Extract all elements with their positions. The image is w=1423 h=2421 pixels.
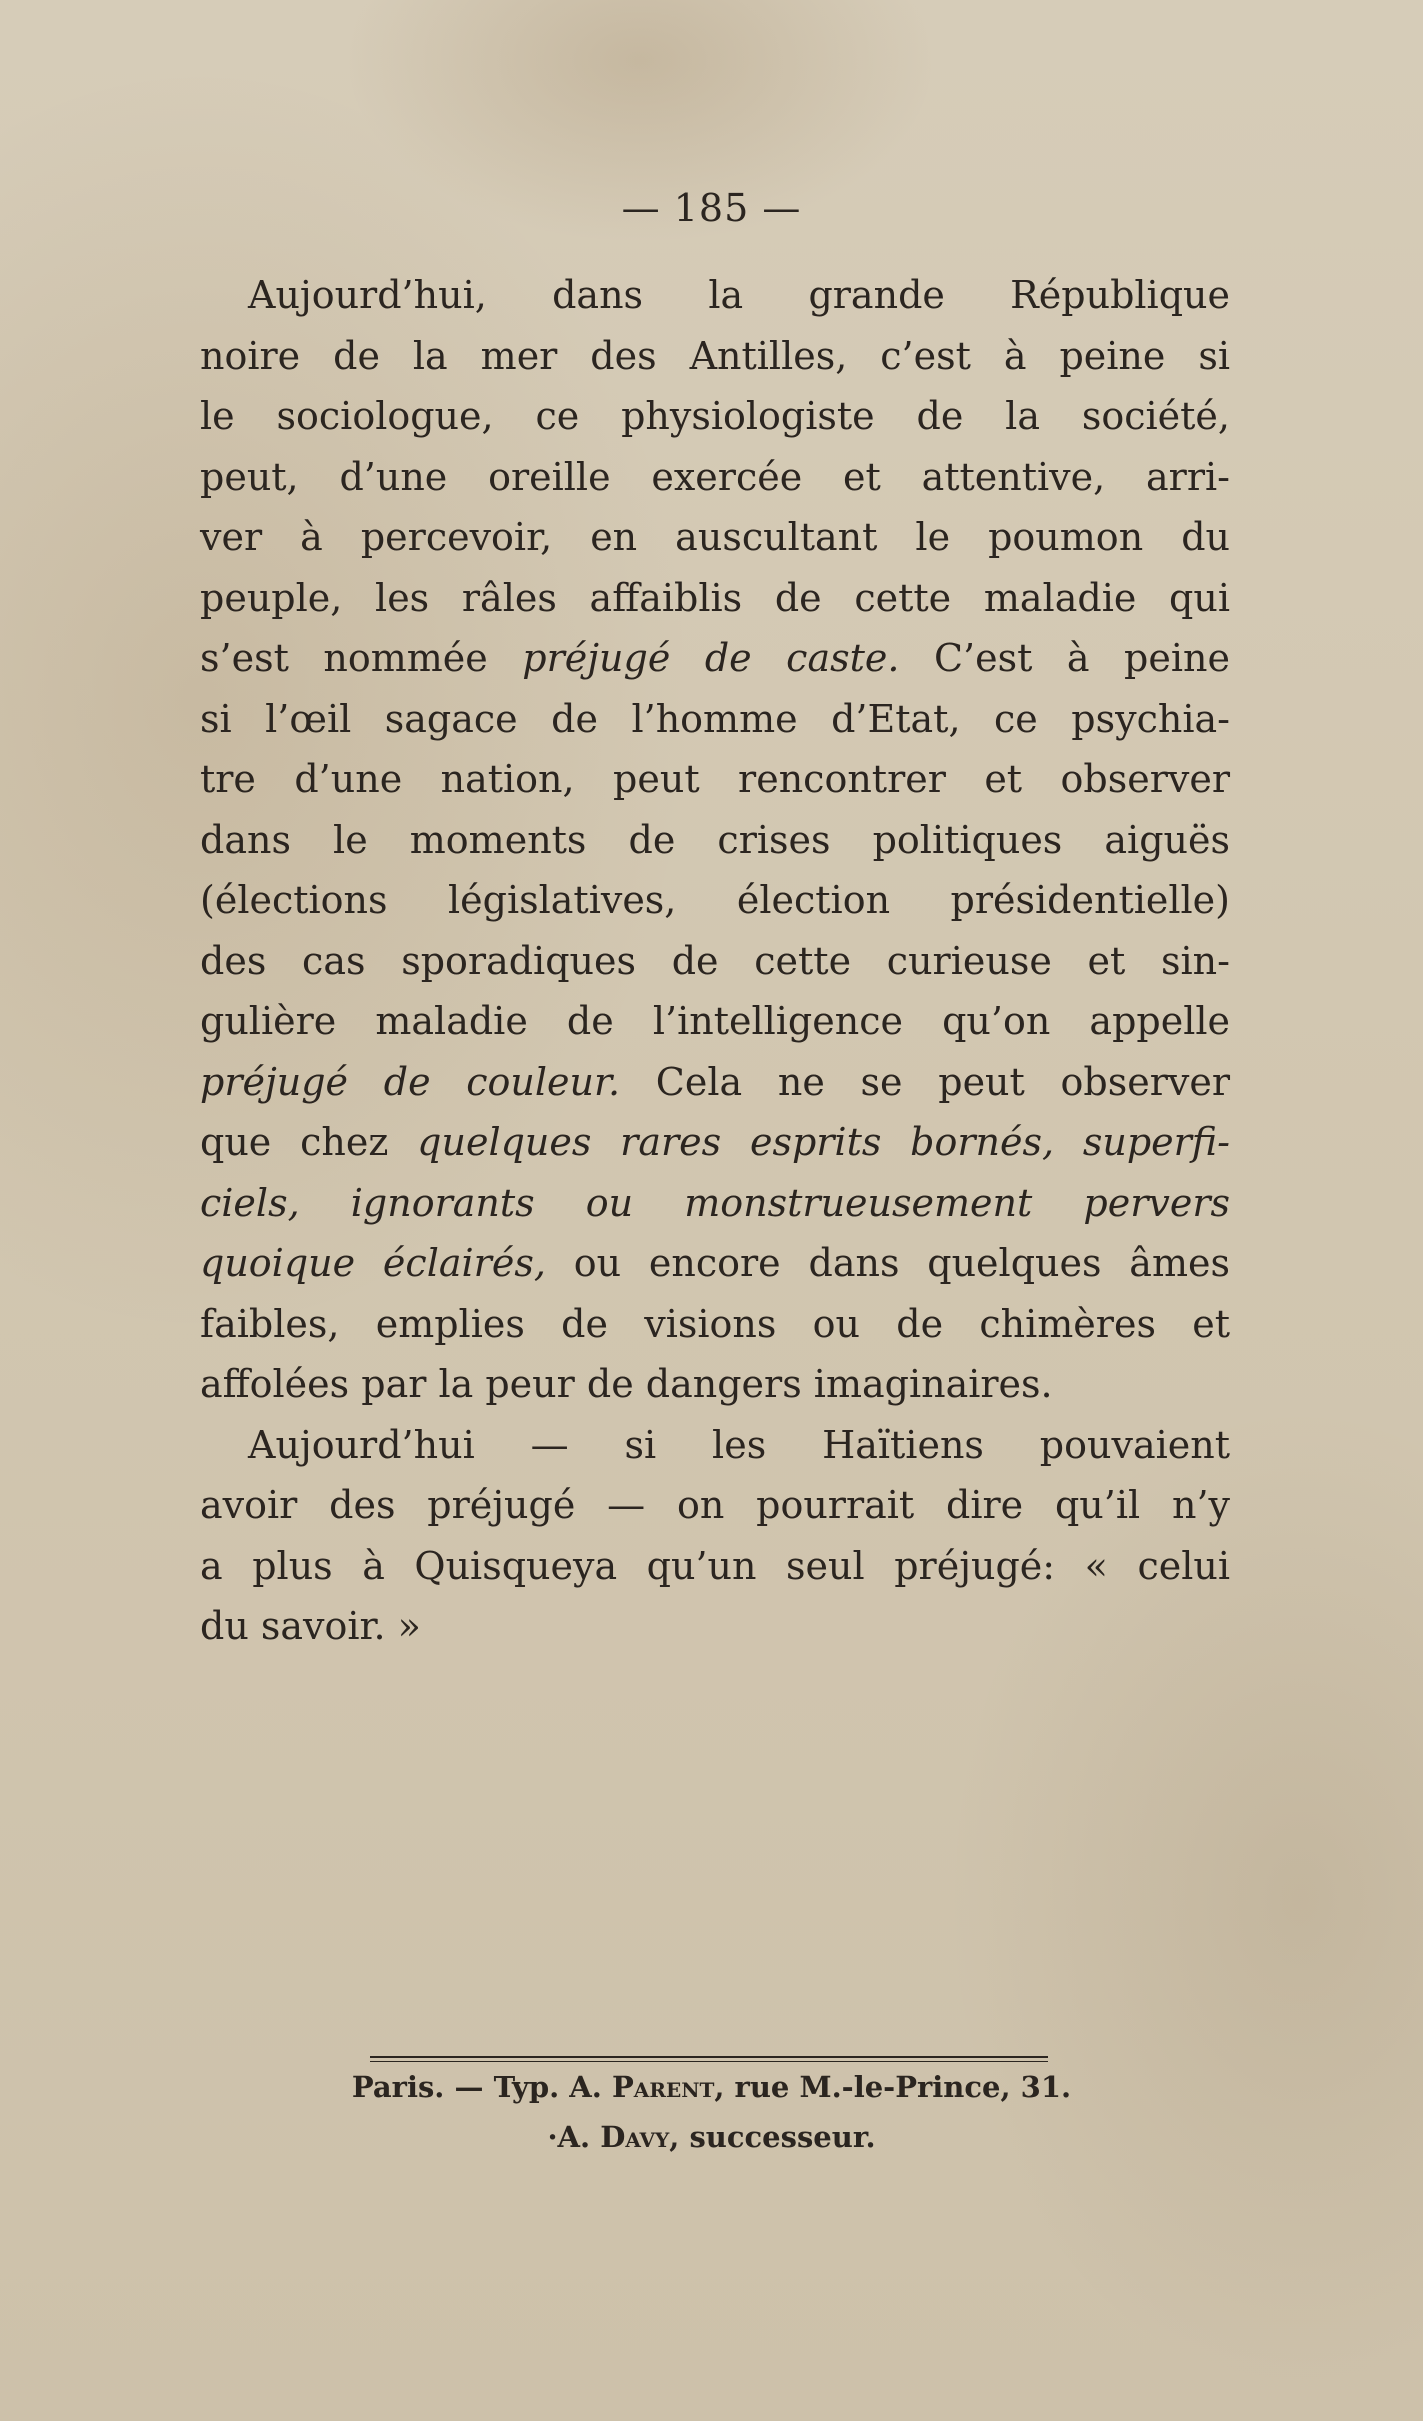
italic-phrase: quelques rares esprits bornés, superfi- bbox=[417, 1120, 1230, 1164]
text-line bbox=[200, 1052, 1230, 1113]
printer-name: Parent bbox=[612, 2070, 715, 2104]
imprint-rule bbox=[370, 2056, 1048, 2062]
text-segment: s’est nommée bbox=[200, 636, 523, 680]
text-segment: ou encore dans quelques âmes bbox=[545, 1241, 1230, 1285]
text-line: le sociologue, ce physiologiste de la société, bbox=[200, 394, 1230, 438]
text-line bbox=[200, 628, 1230, 689]
text-line bbox=[200, 1233, 1230, 1294]
text-segment: , rue M.-le-Prince, 31. bbox=[714, 2070, 1072, 2104]
text-segment: Paris. — Typ. A. bbox=[351, 2070, 612, 2104]
text-line: gulière maladie de l’intelligence qu’on appelle bbox=[200, 999, 1230, 1043]
italic-phrase: préjugé de caste. bbox=[522, 636, 900, 680]
italic-phrase: quoique éclairés, bbox=[200, 1241, 546, 1285]
body-text bbox=[200, 265, 1230, 1657]
text-line: peuple, les râles affaiblis de cette maladie qui bbox=[200, 575, 1230, 620]
italic-phrase: préjugé de couleur. bbox=[200, 1059, 621, 1104]
text-line: du savoir. » bbox=[200, 1604, 421, 1648]
successor-imprint-line bbox=[0, 2120, 1423, 2154]
text-line: faibles, emplies de visions ou de chimères et bbox=[200, 1301, 1230, 1346]
text-line: Aujourd’hui — si les Haïtiens pouvaient bbox=[248, 1422, 1230, 1467]
text-line: affolées par la peur de dangers imaginaires. bbox=[200, 1362, 1053, 1406]
text-line: noire de la mer des Antilles, c’est à peine si bbox=[200, 333, 1230, 378]
text-line: ciels, ignorants ou monstrueusement pervers bbox=[200, 1180, 1230, 1225]
text-segment: que chez bbox=[200, 1120, 418, 1164]
successor-name: Davy bbox=[600, 2120, 670, 2154]
text-segment: Cela ne se peut observer bbox=[620, 1059, 1230, 1104]
text-line: a plus à Quisqueya qu’un seul préjugé: « celui bbox=[200, 1543, 1230, 1588]
text-line: (élections législatives, élection présidentielle) bbox=[200, 878, 1230, 922]
text-line bbox=[200, 1112, 1230, 1173]
text-line: peut, d’une oreille exercée et attentive, arri- bbox=[200, 454, 1230, 499]
text-segment: C’est à peine bbox=[899, 636, 1230, 680]
page-number: — 185 — bbox=[621, 186, 802, 230]
text-line: Aujourd’hui, dans la grande République bbox=[248, 273, 1230, 317]
text-line: ver à percevoir, en auscultant le poumon du bbox=[200, 515, 1230, 559]
text-segment: ·A. bbox=[547, 2120, 601, 2154]
text-line: des cas sporadiques de cette curieuse et sin- bbox=[200, 938, 1230, 983]
text-line: si l’œil sagace de l’homme d’Etat, ce psychia- bbox=[200, 696, 1230, 741]
text-line: dans le moments de crises politiques aiguës bbox=[200, 817, 1230, 862]
text-segment: , successeur. bbox=[669, 2120, 876, 2154]
text-line: tre d’une nation, peut rencontrer et observer bbox=[200, 757, 1230, 801]
text-line: avoir des préjugé — on pourrait dire qu’il n’y bbox=[200, 1483, 1230, 1527]
printer-imprint-line bbox=[0, 2070, 1423, 2104]
